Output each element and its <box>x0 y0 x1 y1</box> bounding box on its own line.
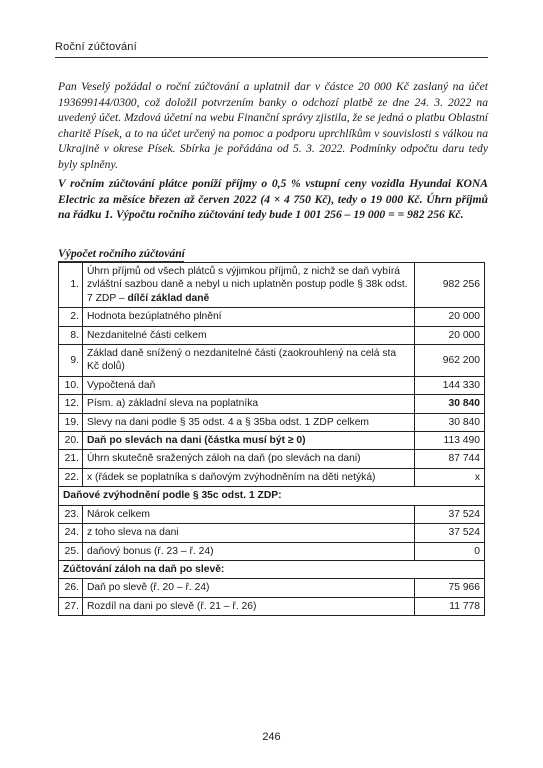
row-description: Vypočtená daň <box>83 376 415 394</box>
row-number: 19. <box>59 413 83 431</box>
row-description: Úhrn skutečně sražených záloh na daň (po slevách na dani) <box>83 450 415 468</box>
table-row <box>59 597 485 615</box>
row-description: z toho sleva na dani <box>83 524 415 542</box>
row-value: 113 490 <box>415 432 485 450</box>
row-value: 11 778 <box>415 597 485 615</box>
table-row <box>59 450 485 468</box>
row-number: 25. <box>59 542 83 560</box>
row-value: 87 744 <box>415 450 485 468</box>
row-number: 10. <box>59 376 83 394</box>
table-row <box>59 395 485 413</box>
section-header-tax-benefit: Daňové zvýhodnění podle § 35c odst. 1 ZDP: <box>59 487 485 505</box>
table-row <box>59 326 485 344</box>
row-description: daňový bonus (ř. 23 – ř. 24) <box>83 542 415 560</box>
row-description <box>83 263 415 308</box>
running-header: Roční zúčtování <box>55 41 137 53</box>
row-value: 30 840 <box>415 395 485 413</box>
row-number: 8. <box>59 326 83 344</box>
row-number: 20. <box>59 432 83 450</box>
section-header-row <box>59 487 485 505</box>
row-value: 37 524 <box>415 505 485 523</box>
row-description: Daň po slevách na dani (částka musí být ≥ 0) <box>83 432 415 450</box>
table-row <box>59 308 485 326</box>
row-number: 27. <box>59 597 83 615</box>
row-number: 22. <box>59 468 83 486</box>
page-number: 246 <box>262 731 281 743</box>
row-description: x (řádek se poplatníka s daňovým zvýhodněním na děti netýká) <box>83 468 415 486</box>
row-description: Slevy na dani podle § 35 odst. 4 a § 35ba odst. 1 ZDP celkem <box>83 413 415 431</box>
table-row <box>59 263 485 308</box>
row-value: 30 840 <box>415 413 485 431</box>
row-number: 24. <box>59 524 83 542</box>
row-value: 20 000 <box>415 326 485 344</box>
row-value: 37 524 <box>415 524 485 542</box>
row-description-text: Úhrn příjmů od všech plátců s výjimkou příjmů, z nichž se daň vybírá zvláštní sazbou daně a nebyl u nich uplatněn postup podle § 38k odst. 7 ZDP – <box>87 266 408 304</box>
row-number: 2. <box>59 308 83 326</box>
row-description: Nezdanitelné části celkem <box>83 326 415 344</box>
table-row <box>59 345 485 377</box>
row-description: Hodnota bezúplatného plnění <box>83 308 415 326</box>
row-description-bold: dílčí základ daně <box>127 292 210 304</box>
row-description: Daň po slevě (ř. 20 – ř. 24) <box>83 579 415 597</box>
row-description: Písm. a) základní sleva na poplatníka <box>83 395 415 413</box>
row-value: 20 000 <box>415 308 485 326</box>
section-header-row <box>59 560 485 578</box>
table-row <box>59 432 485 450</box>
row-value: 982 256 <box>415 263 485 308</box>
header-rule <box>55 57 488 58</box>
table-row <box>59 468 485 486</box>
row-value: 144 330 <box>415 376 485 394</box>
table-row <box>59 579 485 597</box>
row-description: Rozdíl na dani po slevě (ř. 21 – ř. 26) <box>83 597 415 615</box>
section-header-advances: Zúčtování záloh na daň po slevě: <box>59 560 485 578</box>
table-row <box>59 413 485 431</box>
row-description: Nárok celkem <box>83 505 415 523</box>
row-value: x <box>415 468 485 486</box>
row-number: 12. <box>59 395 83 413</box>
row-description: Základ daně snížený o nezdanitelné části (zaokrouhlený na celá sta Kč dolů) <box>83 345 415 377</box>
row-number: 23. <box>59 505 83 523</box>
paragraph-vehicle-income: V ročním zúčtování plátce poníží příjmy o 0,5 % vstupní ceny vozidla Hyundai KONA Electric za měsíce březen až červen 2022 (4 × 4 750 Kč), tedy o 19 000 Kč. Úhrn příjmů na řádku 1. Výpočtu ročního zúčtování tedy bude 1 001 256 – 19 000 = = 982 256 Kč. <box>58 177 488 221</box>
paragraph-donation: Pan Veselý požádal o roční zúčtování a uplatnil dar v částce 20 000 Kč zaslaný na účet 193699144/0300, což doložil potvrzením banky o odchozí platbě ze dne 24. 3. 2022 na uvedený účet. Mzdová účetní na webu Finanční správy zjistila, že se jedná o platbu Oblastní charitě Písek, a to na účet určený na pomoc a podporu uprchlíkům v souvislosti s válkou na Ukrajině v okrese Písek. Sbírka je pořádána od 5. 3. 2022. Podmínky odpočtu daru tedy byly splněny. <box>58 80 488 171</box>
row-value: 962 200 <box>415 345 485 377</box>
row-number: 1. <box>59 263 83 308</box>
row-number: 9. <box>59 345 83 377</box>
row-value: 0 <box>415 542 485 560</box>
row-number: 26. <box>59 579 83 597</box>
table-row <box>59 524 485 542</box>
table-row <box>59 376 485 394</box>
table-row <box>59 505 485 523</box>
table-title: Výpočet ročního zúčtování <box>58 247 185 260</box>
row-number: 21. <box>59 450 83 468</box>
table-row <box>59 542 485 560</box>
row-value: 75 966 <box>415 579 485 597</box>
annual-settlement-table <box>58 262 485 616</box>
